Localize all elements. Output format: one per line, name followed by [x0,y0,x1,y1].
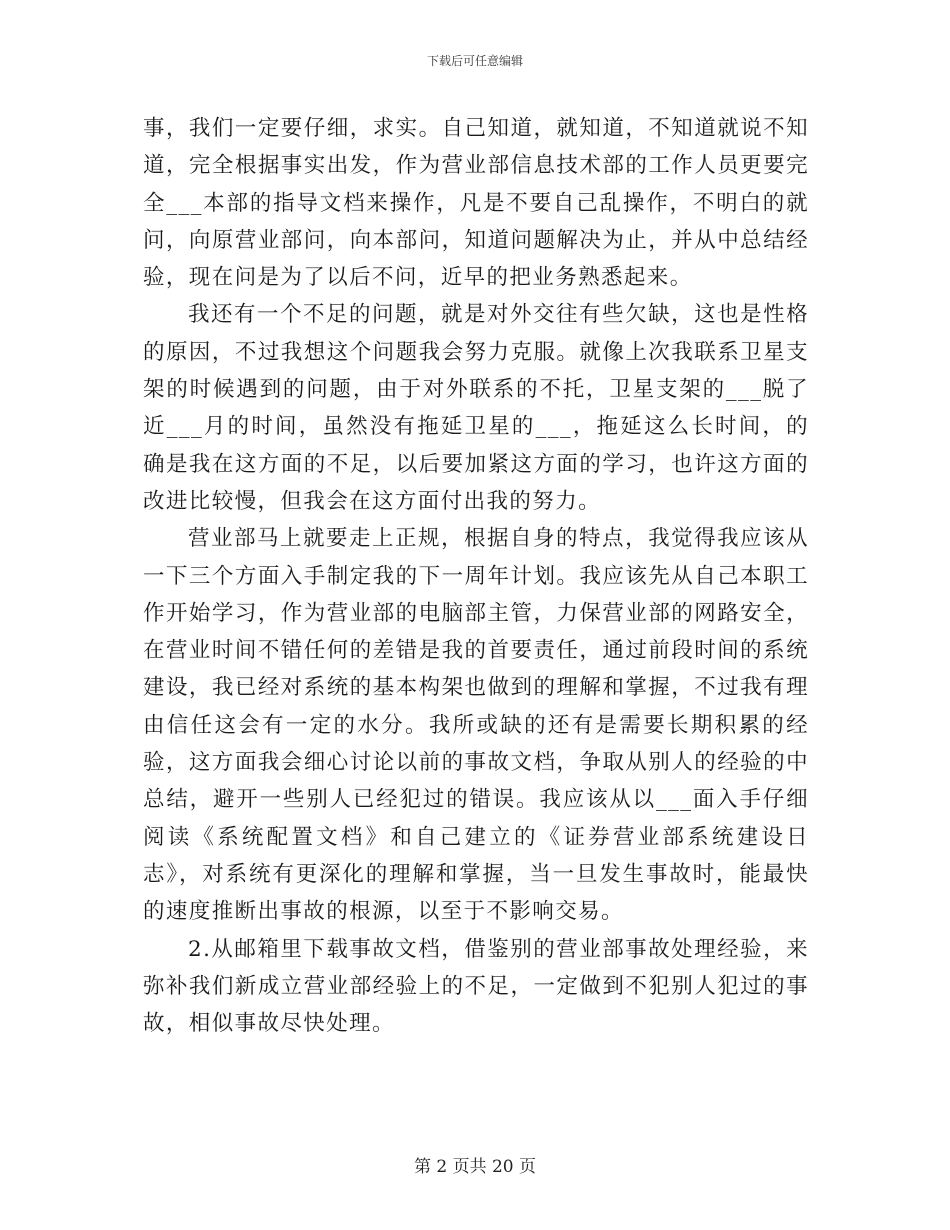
paragraph-3: 营业部马上就要走上正规，根据自身的特点，我觉得我应该从一下三个方面入手制定我的下一周年计划。我应该先从自己本职工作开始学习，作为营业部的电脑部主管，力保营业部的网路安全，在营业时间不错任何的差错是我的首要责任，通过前段时间的系统建设，我已经对系统的基本构架也做到的理解和掌握，不过我有理由信任这会有一定的水分。我所或缺的还有是需要长期积累的经验，这方面我会细心讨论以前的事故文档，争取从别人的经验的中总结，避开一些别人已经犯过的错误。我应该从以___面入手仔细阅读《系统配置文档》和自己建立的《证券营业部系统建设日志》，对系统有更深化的理解和掌握，当一旦发生事故时，能最快的速度推断出事故的根源，以至于不影响交易。 [143,526,809,925]
document-body [143,110,809,1042]
paragraph-1: 事，我们一定要仔细，求实。自己知道，就知道，不知道就说不知道，完全根据事实出发，作为营业部信息技术部的工作人员更要完全___本部的指导文档来操作，凡是不要自己乱操作，不明白的就问，向原营业部问，向本部问，知道问题解决为止，并从中总结经验，现在问是为了以后不问，近早的把业务熟悉起来。 [143,116,809,291]
page-number: 第 2 页共 20 页 [413,1157,537,1177]
page-header: 下载后可任意编辑 [426,54,523,68]
paragraph-2: 我还有一个不足的问题，就是对外交往有些欠缺，这也是性格的原因，不过我想这个问题我会努力克服。就像上次我联系卫星支架的时候遇到的问题，由于对外联系的不托，卫星支架的___脱了近___月的时间，虽然没有拖延卫星的___，拖延这么长时间，的确是我在这方面的不足，以后要加紧这方面的学习，也许这方面的改进比较慢，但我会在这方面付出我的努力。 [143,302,809,514]
paragraph-4: 2.从邮箱里下载事故文档，借鉴别的营业部事故处理经验，来弥补我们新成立营业部经验上的不足，一定做到不犯别人犯过的事故，相似事故尽快处理。 [143,936,809,1037]
